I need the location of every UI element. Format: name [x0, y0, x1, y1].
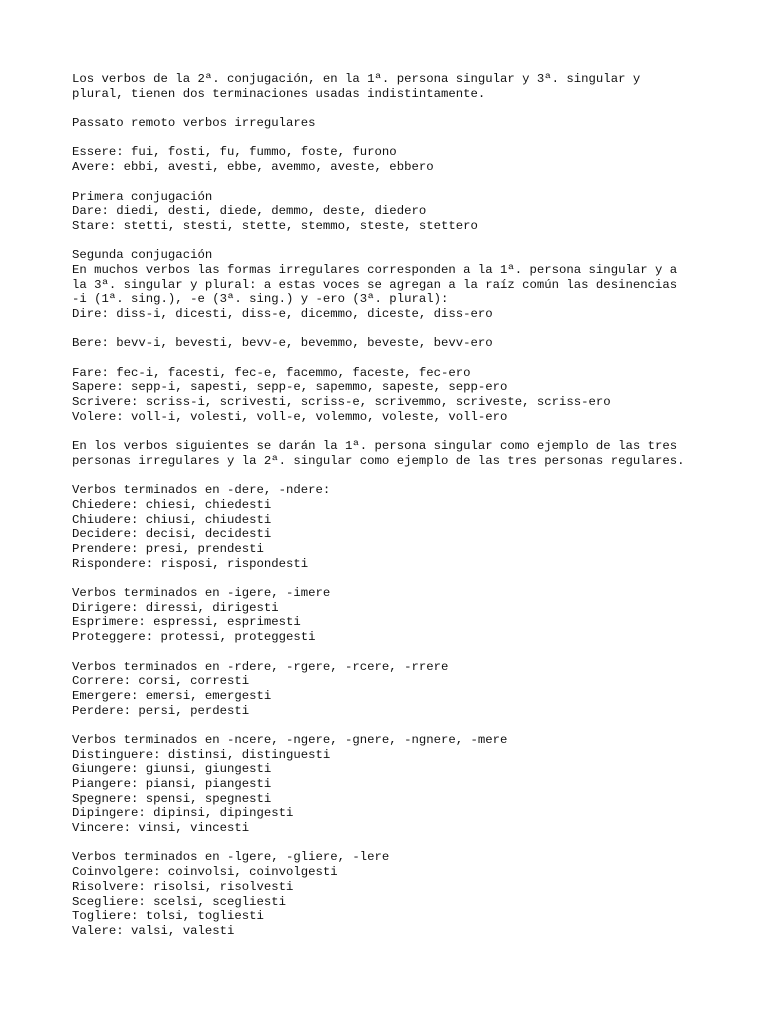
- text-line: Correre: corsi, corresti: [72, 674, 250, 689]
- text-line: Stare: stetti, stesti, stette, stemmo, steste, stettero: [72, 218, 478, 233]
- text-line: Verbos terminados en -ncere, -ngere, -gnere, -ngnere, -mere: [72, 732, 508, 747]
- paragraph: [72, 72, 752, 101]
- text-line: Avere: ebbi, avesti, ebbe, avemmo, aveste, ebbero: [72, 160, 434, 175]
- text-line: Rispondere: risposi, rispondesti: [72, 556, 309, 571]
- paragraph: [72, 366, 752, 425]
- text-line: Los verbos de la 2ª. conjugación, en la 1ª. persona singular y 3ª. singular y: [72, 72, 641, 86]
- text-line: Decidere: decisi, decidesti: [72, 527, 272, 542]
- text-line: Verbos terminados en -rdere, -rgere, -rcere, -rrere: [72, 659, 449, 674]
- text-line: Volere: voll-i, volesti, voll-e, volemmo, voleste, voll-ero: [72, 409, 508, 424]
- paragraph: [72, 145, 752, 174]
- text-line: personas irregulares y la 2ª. singular como ejemplo de las tres personas regulares.: [72, 453, 685, 468]
- paragraph: [72, 336, 752, 351]
- text-line: En muchos verbos las formas irregulares corresponden a la 1ª. persona singular y a: [72, 262, 678, 277]
- text-line: Giungere: giunsi, giungesti: [72, 762, 272, 777]
- document-page: [72, 72, 752, 953]
- text-line: Prendere: presi, prendesti: [72, 542, 264, 556]
- paragraph: [72, 439, 752, 468]
- paragraph: [72, 660, 752, 719]
- paragraph: [72, 116, 752, 131]
- text-line: Sapere: sepp-i, sapesti, sepp-e, sapemmo, sapeste, sepp-ero: [72, 380, 508, 395]
- text-line: Primera conjugación: [72, 189, 213, 204]
- text-line: Dire: diss-i, dicesti, diss-e, dicemmo, diceste, diss-ero: [72, 307, 493, 321]
- text-line: Segunda conjugación: [72, 248, 213, 263]
- text-line: Coinvolgere: coinvolsi, coinvolgesti: [72, 865, 338, 880]
- text-line: Chiedere: chiesi, chiedesti: [72, 497, 272, 512]
- text-line: En los verbos siguientes se darán la 1ª. persona singular como ejemplo de las tres: [72, 439, 678, 454]
- text-line: Esprimere: espressi, esprimesti: [72, 615, 301, 630]
- paragraph: [72, 733, 752, 836]
- text-line: Verbos terminados en -dere, -ndere:: [72, 483, 331, 498]
- text-line: Scegliere: scelsi, scegliesti: [72, 894, 287, 909]
- text-line: Verbos terminados en -igere, -imere: [72, 586, 331, 601]
- text-line: la 3ª. singular y plural: a estas voces se agregan a la raíz común las desinencias: [72, 277, 678, 292]
- text-line: Piangere: piansi, piangesti: [72, 777, 272, 791]
- text-line: Vincere: vinsi, vincesti: [72, 821, 250, 836]
- paragraph: [72, 483, 752, 571]
- text-line: Dare: diedi, desti, diede, demmo, deste, diedero: [72, 204, 427, 219]
- text-line: Fare: fec-i, facesti, fec-e, facemmo, faceste, fec-ero: [72, 365, 471, 380]
- text-line: plural, tienen dos terminaciones usadas indistintamente.: [72, 86, 486, 101]
- text-line: Dirigere: diressi, dirigesti: [72, 600, 279, 615]
- text-line: Scrivere: scriss-i, scrivesti, scriss-e, scrivemmo, scriveste, scriss-ero: [72, 395, 611, 410]
- text-line: Risolvere: risolsi, risolvesti: [72, 879, 294, 894]
- text-line: Valere: valsi, valesti: [72, 923, 235, 938]
- text-line: Perdere: persi, perdesti: [72, 703, 250, 718]
- text-line: Spegnere: spensi, spegnesti: [72, 791, 272, 806]
- text-line: Passato remoto verbos irregulares: [72, 116, 316, 131]
- text-line: Bere: bevv-i, bevesti, bevv-e, bevemmo, beveste, bevv-ero: [72, 336, 493, 351]
- text-line: Chiudere: chiusi, chiudesti: [72, 512, 272, 527]
- text-line: Distinguere: distinsi, distinguesti: [72, 747, 331, 762]
- text-line: -i (1ª. sing.), -e (3ª. sing.) y -ero (3ª. plural):: [72, 292, 449, 307]
- text-line: Verbos terminados en -lgere, -gliere, -lere: [72, 850, 390, 865]
- paragraph: [72, 586, 752, 645]
- text-line: Emergere: emersi, emergesti: [72, 688, 272, 703]
- text-line: Dipingere: dipinsi, dipingesti: [72, 806, 294, 821]
- paragraph: [72, 190, 752, 234]
- text-line: Essere: fui, fosti, fu, fummo, foste, furono: [72, 145, 397, 160]
- paragraph: [72, 248, 752, 321]
- text-line: Togliere: tolsi, togliesti: [72, 909, 264, 924]
- text-line: Proteggere: protessi, proteggesti: [72, 630, 316, 645]
- paragraph: [72, 850, 752, 938]
